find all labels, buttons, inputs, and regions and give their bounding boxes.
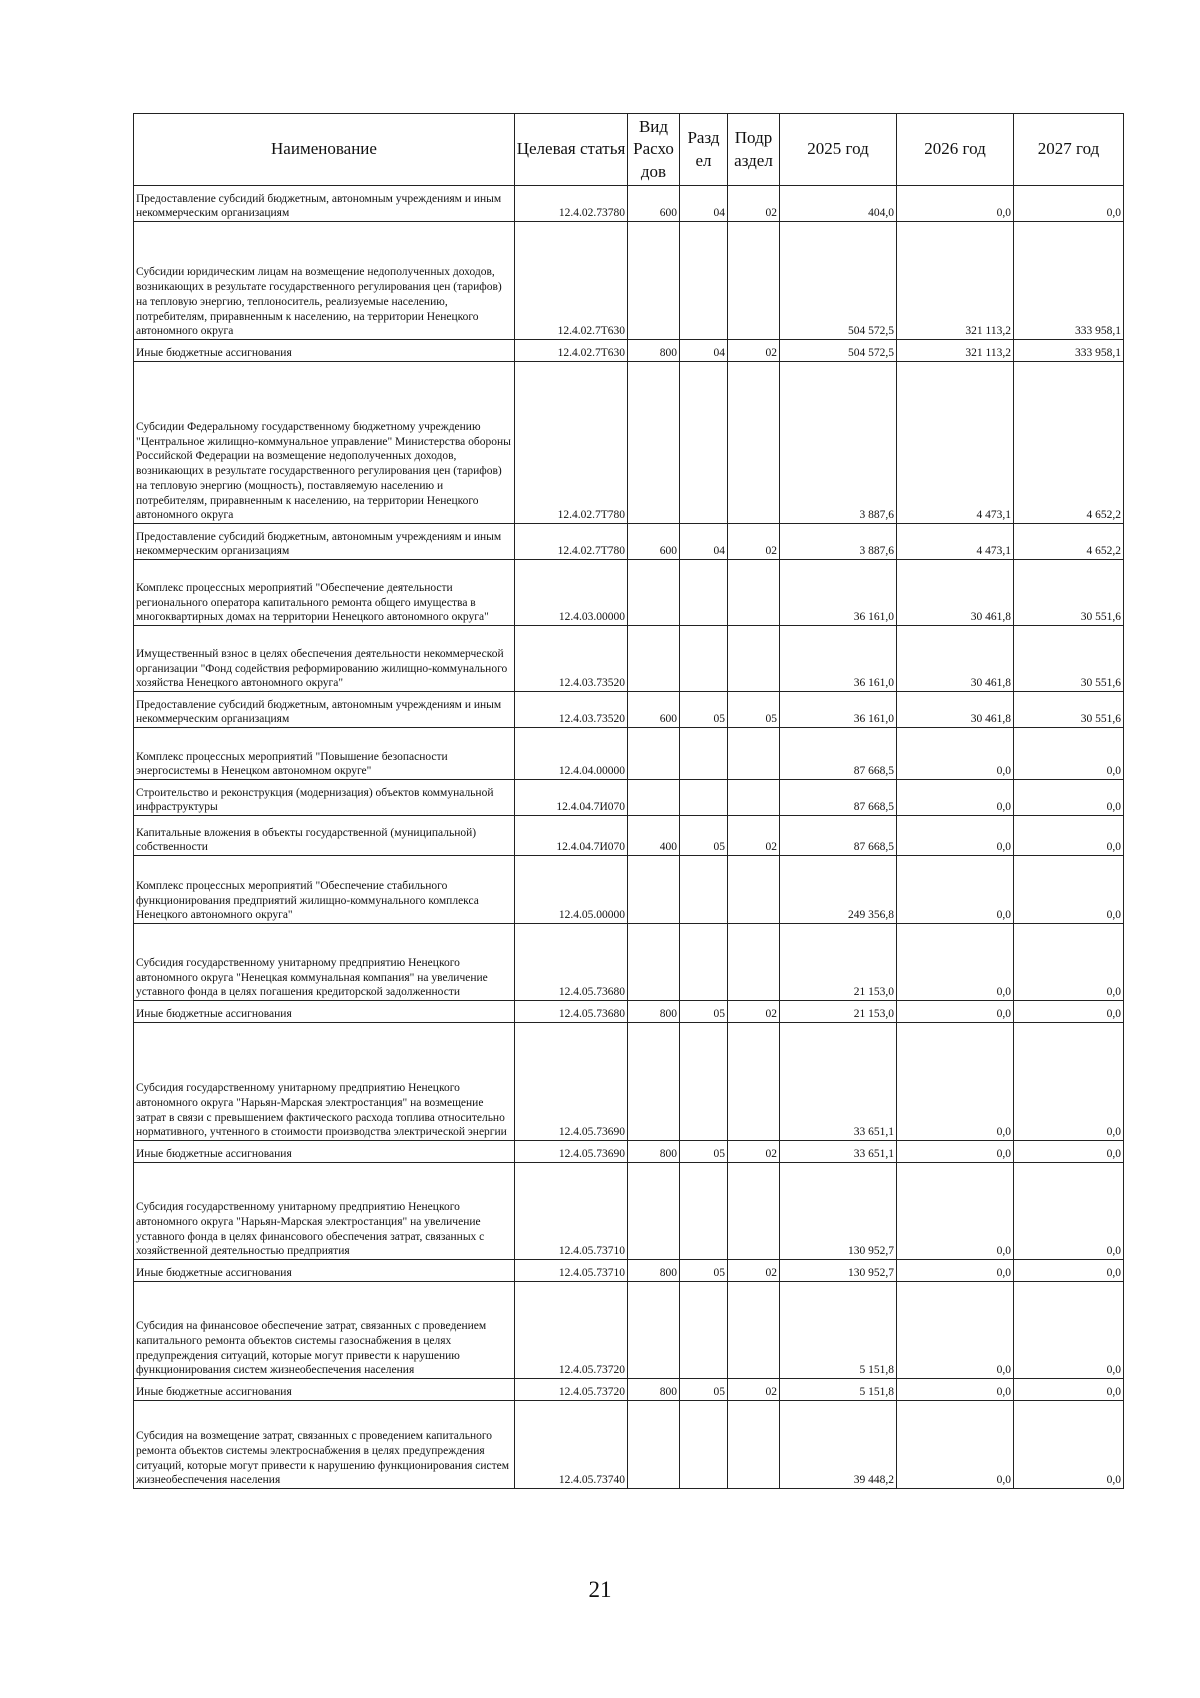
cell-code: 12.4.05.73720	[515, 1379, 628, 1401]
cell-code: 12.4.05.73680	[515, 1001, 628, 1023]
cell-v2026: 30 461,8	[897, 560, 1014, 626]
cell-code: 12.4.05.73690	[515, 1023, 628, 1141]
cell-v2027: 333 958,1	[1014, 222, 1124, 340]
cell-type	[628, 1401, 680, 1489]
page-number: 21	[588, 1577, 612, 1602]
header-target: Целевая статья	[515, 114, 628, 186]
table-row	[134, 560, 1124, 626]
cell-v2027: 0,0	[1014, 1163, 1124, 1260]
cell-name: Субсидии Федеральному государственному бюджетному учреждению "Центральное жилищно-коммунальное управление" Министерства обороны Российской Федерации на возмещение недополученных доходов, возникающих в результате государственного регулирования цен (тарифов) на тепловую энергию (мощность), поставляемую населению и потребителям, приравненным к населению, на территории Ненецкого автономного округа	[134, 362, 515, 524]
cell-sec	[680, 560, 728, 626]
cell-code: 12.4.04.7И070	[515, 780, 628, 816]
cell-v2025: 249 356,8	[780, 856, 897, 924]
cell-v2025: 5 151,8	[780, 1282, 897, 1379]
cell-sub	[728, 1023, 780, 1141]
header-row	[134, 114, 1124, 186]
cell-code: 12.4.02.73780	[515, 186, 628, 222]
cell-name: Капитальные вложения в объекты государственной (муниципальной) собственности	[134, 816, 515, 856]
cell-sub	[728, 924, 780, 1001]
cell-v2025: 21 153,0	[780, 924, 897, 1001]
cell-sub	[728, 362, 780, 524]
cell-type: 600	[628, 692, 680, 728]
cell-v2027: 4 652,2	[1014, 362, 1124, 524]
cell-name: Имущественный взнос в целях обеспечения деятельности некоммерческой организации "Фонд содействия реформированию жилищно-коммунального хозяйства Ненецкого автономного округа"	[134, 626, 515, 692]
table-row	[134, 222, 1124, 340]
table-row	[134, 1001, 1124, 1023]
cell-v2026: 0,0	[897, 856, 1014, 924]
cell-v2025: 504 572,5	[780, 222, 897, 340]
cell-sub	[728, 560, 780, 626]
cell-v2025: 33 651,1	[780, 1141, 897, 1163]
table-row	[134, 362, 1124, 524]
cell-name: Предоставление субсидий бюджетным, автономным учреждениям и иным некоммерческим организациям	[134, 524, 515, 560]
cell-v2026: 0,0	[897, 1001, 1014, 1023]
cell-v2026: 0,0	[897, 816, 1014, 856]
cell-v2025: 36 161,0	[780, 560, 897, 626]
cell-sub	[728, 626, 780, 692]
table-row	[134, 186, 1124, 222]
cell-type	[628, 626, 680, 692]
cell-sec	[680, 1023, 728, 1141]
cell-type	[628, 856, 680, 924]
table-row	[134, 728, 1124, 780]
cell-sec	[680, 222, 728, 340]
cell-v2027: 0,0	[1014, 924, 1124, 1001]
cell-sub	[728, 1401, 780, 1489]
cell-sec: 04	[680, 524, 728, 560]
cell-v2026: 0,0	[897, 1141, 1014, 1163]
cell-v2025: 87 668,5	[780, 816, 897, 856]
cell-v2026: 0,0	[897, 1379, 1014, 1401]
cell-sub: 02	[728, 816, 780, 856]
cell-code: 12.4.05.73710	[515, 1163, 628, 1260]
cell-v2027: 0,0	[1014, 1379, 1124, 1401]
cell-v2025: 87 668,5	[780, 728, 897, 780]
cell-v2025: 504 572,5	[780, 340, 897, 362]
cell-code: 12.4.03.73520	[515, 626, 628, 692]
cell-type: 800	[628, 1379, 680, 1401]
cell-type: 800	[628, 1260, 680, 1282]
cell-code: 12.4.04.00000	[515, 728, 628, 780]
cell-code: 12.4.03.73520	[515, 692, 628, 728]
cell-sec: 05	[680, 816, 728, 856]
cell-v2025: 5 151,8	[780, 1379, 897, 1401]
cell-v2026: 0,0	[897, 728, 1014, 780]
cell-sub	[728, 1163, 780, 1260]
cell-v2026: 4 473,1	[897, 362, 1014, 524]
cell-v2026: 0,0	[897, 1282, 1014, 1379]
cell-sub	[728, 728, 780, 780]
cell-name: Комплекс процессных мероприятий "Повышение безопасности энергосистемы в Ненецком автономном округе"	[134, 728, 515, 780]
table-row	[134, 1260, 1124, 1282]
cell-v2027: 30 551,6	[1014, 560, 1124, 626]
cell-sub: 02	[728, 340, 780, 362]
cell-type: 800	[628, 340, 680, 362]
table-body	[134, 186, 1124, 1489]
cell-sub	[728, 856, 780, 924]
table-row	[134, 626, 1124, 692]
cell-type: 600	[628, 186, 680, 222]
cell-sub: 02	[728, 524, 780, 560]
cell-type: 400	[628, 816, 680, 856]
table-row	[134, 1401, 1124, 1489]
cell-v2026: 30 461,8	[897, 626, 1014, 692]
cell-sec	[680, 626, 728, 692]
cell-code: 12.4.02.7Т780	[515, 524, 628, 560]
cell-sec	[680, 728, 728, 780]
cell-sub	[728, 1282, 780, 1379]
cell-v2026: 30 461,8	[897, 692, 1014, 728]
cell-name: Комплекс процессных мероприятий "Обеспечение стабильного функционирования предприятий жилищно-коммунального комплекса Ненецкого автономного округа"	[134, 856, 515, 924]
table-row	[134, 340, 1124, 362]
cell-name: Иные бюджетные ассигнования	[134, 340, 515, 362]
cell-sec: 05	[680, 692, 728, 728]
cell-code: 12.4.05.73710	[515, 1260, 628, 1282]
cell-sec: 05	[680, 1260, 728, 1282]
cell-type	[628, 222, 680, 340]
cell-sec: 04	[680, 340, 728, 362]
cell-v2027: 0,0	[1014, 1001, 1124, 1023]
cell-type	[628, 780, 680, 816]
table-row	[134, 1023, 1124, 1141]
cell-sec: 05	[680, 1001, 728, 1023]
cell-code: 12.4.05.73720	[515, 1282, 628, 1379]
cell-sub: 05	[728, 692, 780, 728]
cell-name: Иные бюджетные ассигнования	[134, 1001, 515, 1023]
table-row	[134, 780, 1124, 816]
cell-v2027: 333 958,1	[1014, 340, 1124, 362]
cell-type: 600	[628, 524, 680, 560]
cell-name: Предоставление субсидий бюджетным, автономным учреждениям и иным некоммерческим организациям	[134, 186, 515, 222]
cell-v2025: 404,0	[780, 186, 897, 222]
cell-v2026: 0,0	[897, 1260, 1014, 1282]
table-row	[134, 524, 1124, 560]
cell-sec	[680, 1401, 728, 1489]
cell-v2026: 0,0	[897, 1023, 1014, 1141]
cell-v2026: 0,0	[897, 924, 1014, 1001]
cell-code: 12.4.03.00000	[515, 560, 628, 626]
cell-type	[628, 728, 680, 780]
cell-code: 12.4.05.73690	[515, 1141, 628, 1163]
cell-sec	[680, 1282, 728, 1379]
cell-name: Комплекс процессных мероприятий "Обеспечение деятельности регионального оператора капитального ремонта общего имущества в многоквартирных домах на территории Ненецкого автономного округа"	[134, 560, 515, 626]
table-row	[134, 816, 1124, 856]
cell-sec	[680, 780, 728, 816]
cell-v2026: 4 473,1	[897, 524, 1014, 560]
cell-v2027: 0,0	[1014, 1401, 1124, 1489]
cell-sec	[680, 362, 728, 524]
cell-v2027: 30 551,6	[1014, 626, 1124, 692]
cell-v2025: 36 161,0	[780, 692, 897, 728]
table-row	[134, 924, 1124, 1001]
cell-sub: 02	[728, 1260, 780, 1282]
cell-sub	[728, 780, 780, 816]
cell-v2027: 0,0	[1014, 1141, 1124, 1163]
header-2025: 2025 год	[780, 114, 897, 186]
cell-code: 12.4.05.00000	[515, 856, 628, 924]
cell-sec: 04	[680, 186, 728, 222]
cell-v2027: 0,0	[1014, 816, 1124, 856]
table-row	[134, 856, 1124, 924]
cell-v2027: 0,0	[1014, 1023, 1124, 1141]
cell-v2026: 0,0	[897, 780, 1014, 816]
cell-code: 12.4.05.73680	[515, 924, 628, 1001]
cell-type	[628, 1023, 680, 1141]
cell-code: 12.4.04.7И070	[515, 816, 628, 856]
cell-v2027: 0,0	[1014, 1260, 1124, 1282]
cell-v2025: 36 161,0	[780, 626, 897, 692]
cell-code: 12.4.02.7Т630	[515, 340, 628, 362]
header-exp-type: Вид Расхо дов	[628, 114, 680, 186]
cell-type	[628, 362, 680, 524]
cell-name: Субсидия на возмещение затрат, связанных с проведением капитального ремонта объектов системы электроснабжения в целях предупреждения ситуаций, которые могут привести к нарушению функционирования систем жизнеобеспечения населения	[134, 1401, 515, 1489]
cell-name: Субсидии юридическим лицам на возмещение недополученных доходов, возникающих в результате государственного регулирования цен (тарифов) на тепловую энергию, теплоноситель, реализуемые населению, потребителям, приравненным к населению, на территории Ненецкого автономного округа	[134, 222, 515, 340]
cell-sub: 02	[728, 1141, 780, 1163]
cell-v2025: 130 952,7	[780, 1260, 897, 1282]
cell-v2025: 21 153,0	[780, 1001, 897, 1023]
cell-type	[628, 1282, 680, 1379]
cell-v2027: 0,0	[1014, 1282, 1124, 1379]
cell-name: Строительство и реконструкция (модернизация) объектов коммунальной инфраструктуры	[134, 780, 515, 816]
cell-v2026: 321 113,2	[897, 340, 1014, 362]
header-2026: 2026 год	[897, 114, 1014, 186]
cell-name: Иные бюджетные ассигнования	[134, 1379, 515, 1401]
cell-type: 800	[628, 1001, 680, 1023]
cell-name: Иные бюджетные ассигнования	[134, 1141, 515, 1163]
cell-v2025: 3 887,6	[780, 362, 897, 524]
cell-v2025: 33 651,1	[780, 1023, 897, 1141]
table-row	[134, 1282, 1124, 1379]
cell-v2027: 0,0	[1014, 186, 1124, 222]
cell-sec	[680, 1163, 728, 1260]
cell-name: Иные бюджетные ассигнования	[134, 1260, 515, 1282]
cell-v2026: 321 113,2	[897, 222, 1014, 340]
cell-v2025: 87 668,5	[780, 780, 897, 816]
cell-v2026: 0,0	[897, 186, 1014, 222]
cell-v2026: 0,0	[897, 1163, 1014, 1260]
table-row	[134, 692, 1124, 728]
cell-v2027: 30 551,6	[1014, 692, 1124, 728]
cell-name: Субсидия государственному унитарному предприятию Ненецкого автономного округа "Нарьян-Марская электростанция" на возмещение затрат в связи с превышением фактического расхода топлива относительно нормативного, учтенного в стоимости производства электрической энергии	[134, 1023, 515, 1141]
cell-type	[628, 560, 680, 626]
table-row	[134, 1141, 1124, 1163]
cell-v2025: 130 952,7	[780, 1163, 897, 1260]
budget-table	[133, 113, 1124, 1489]
cell-name: Субсидия государственному унитарному предприятию Ненецкого автономного округа "Нарьян-Марская электростанция" на увеличение уставного фонда в целях финансового обеспечения затрат, связанных с хозяйственной деятельностью предприятия	[134, 1163, 515, 1260]
cell-v2027: 0,0	[1014, 780, 1124, 816]
cell-type	[628, 924, 680, 1001]
cell-sec	[680, 924, 728, 1001]
cell-sub	[728, 222, 780, 340]
cell-type: 800	[628, 1141, 680, 1163]
cell-sub: 02	[728, 1379, 780, 1401]
cell-code: 12.4.05.73740	[515, 1401, 628, 1489]
cell-v2027: 0,0	[1014, 856, 1124, 924]
cell-name: Субсидия на финансовое обеспечение затрат, связанных с проведением капитального ремонта объектов системы газоснабжения в целях предупреждения ситуаций, которые могут привести к нарушению функционирования систем жизнеобеспечения населения	[134, 1282, 515, 1379]
cell-v2026: 0,0	[897, 1401, 1014, 1489]
cell-v2025: 39 448,2	[780, 1401, 897, 1489]
header-name: Наименование	[134, 114, 515, 186]
cell-name: Предоставление субсидий бюджетным, автономным учреждениям и иным некоммерческим организациям	[134, 692, 515, 728]
cell-sec	[680, 856, 728, 924]
header-subsection: Подр аздел	[728, 114, 780, 186]
table-row	[134, 1379, 1124, 1401]
header-section: Разд ел	[680, 114, 728, 186]
cell-v2027: 4 652,2	[1014, 524, 1124, 560]
cell-sub: 02	[728, 186, 780, 222]
cell-sec: 05	[680, 1141, 728, 1163]
header-2027: 2027 год	[1014, 114, 1124, 186]
cell-v2027: 0,0	[1014, 728, 1124, 780]
cell-type	[628, 1163, 680, 1260]
cell-sub: 02	[728, 1001, 780, 1023]
cell-sec: 05	[680, 1379, 728, 1401]
cell-v2025: 3 887,6	[780, 524, 897, 560]
cell-name: Субсидия государственному унитарному предприятию Ненецкого автономного округа "Ненецкая коммунальная компания" на увеличение уставного фонда в целях погашения кредиторской задолженности	[134, 924, 515, 1001]
cell-code: 12.4.02.7Т630	[515, 222, 628, 340]
cell-code: 12.4.02.7Т780	[515, 362, 628, 524]
table-row	[134, 1163, 1124, 1260]
